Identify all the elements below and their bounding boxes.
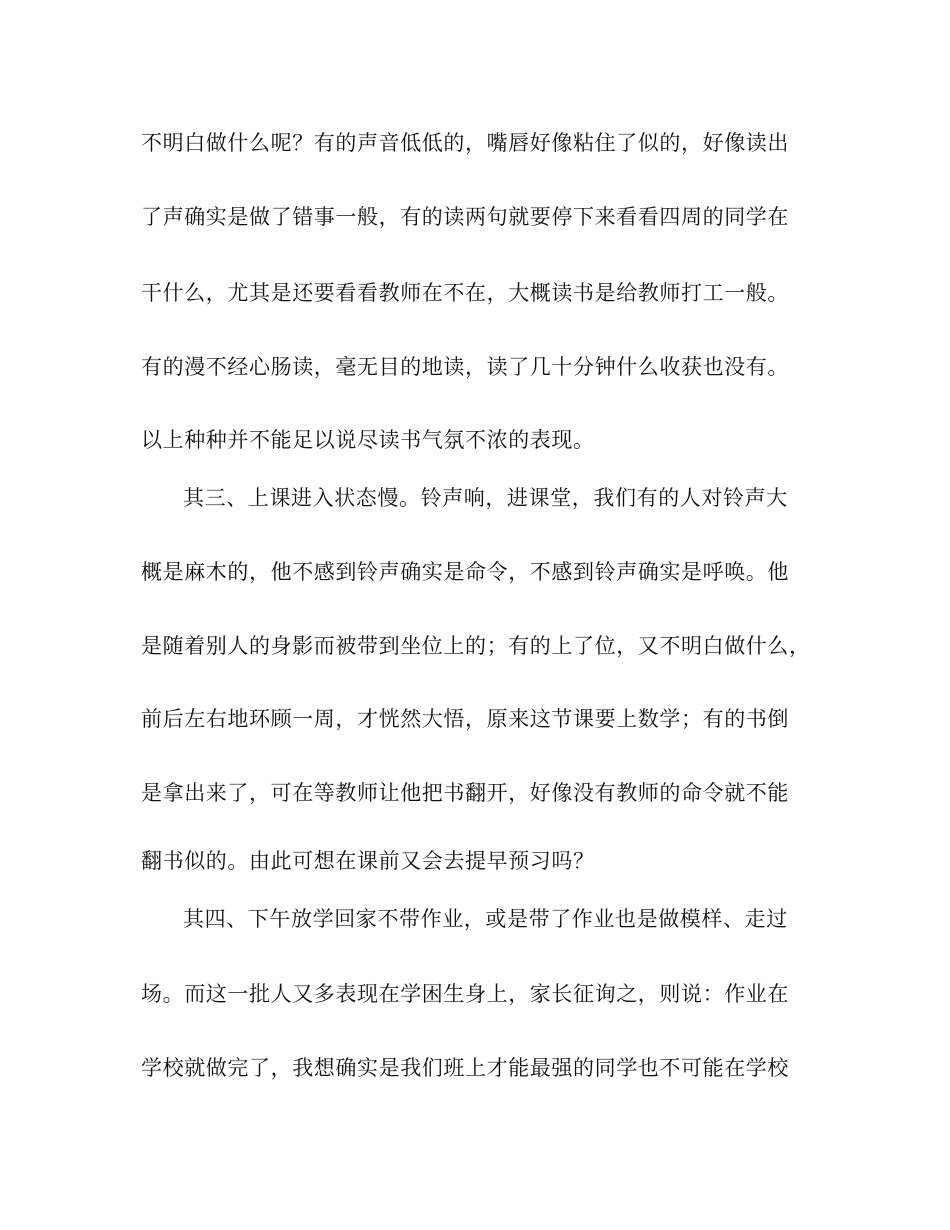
text-line: 不明白做什么呢？有的声音低低的，嘴唇好像粘住了似的，好像读出 (141, 131, 789, 155)
text-line: 场。而这一批人又多表现在学困生身上，家长征询之，则说：作业在 (141, 982, 789, 1006)
paragraph-start-line: 其四、下午放学回家不带作业，或是带了作业也是做模样、走过 (183, 907, 788, 931)
text-line: 是随着别人的身影而被带到坐位上的；有的上了位，又不明白做什么， (141, 634, 811, 658)
text-line: 以上种种并不能足以说尽读书气氛不浓的表现。 (141, 428, 595, 452)
text-line: 是拿出来了，可在等教师让他把书翻开，好像没有教师的命令就不能 (141, 781, 789, 805)
text-line: 前后左右地环顾一周，才恍然大悟，原来这节课要上数学；有的书倒 (141, 707, 789, 731)
text-line: 学校就做完了，我想确实是我们班上才能最强的同学也不可能在学校 (141, 1056, 789, 1080)
text-line: 概是麻木的，他不感到铃声确实是命令，不感到铃声确实是呼唤。他 (141, 560, 789, 584)
paragraph-start-line: 其三、上课进入状态慢。铃声响，进课堂，我们有的人对铃声大 (183, 486, 788, 510)
text-line: 翻书似的。由此可想在课前又会去提早预习吗？ (141, 849, 595, 873)
text-line: 有的漫不经心肠读，毫无目的地读，读了几十分钟什么收获也没有。 (141, 355, 789, 379)
text-line: 了声确实是做了错事一般，有的读两句就要停下来看看四周的同学在 (141, 205, 789, 229)
text-line: 干什么，尤其是还要看看教师在不在，大概读书是给教师打工一般。 (141, 281, 789, 305)
